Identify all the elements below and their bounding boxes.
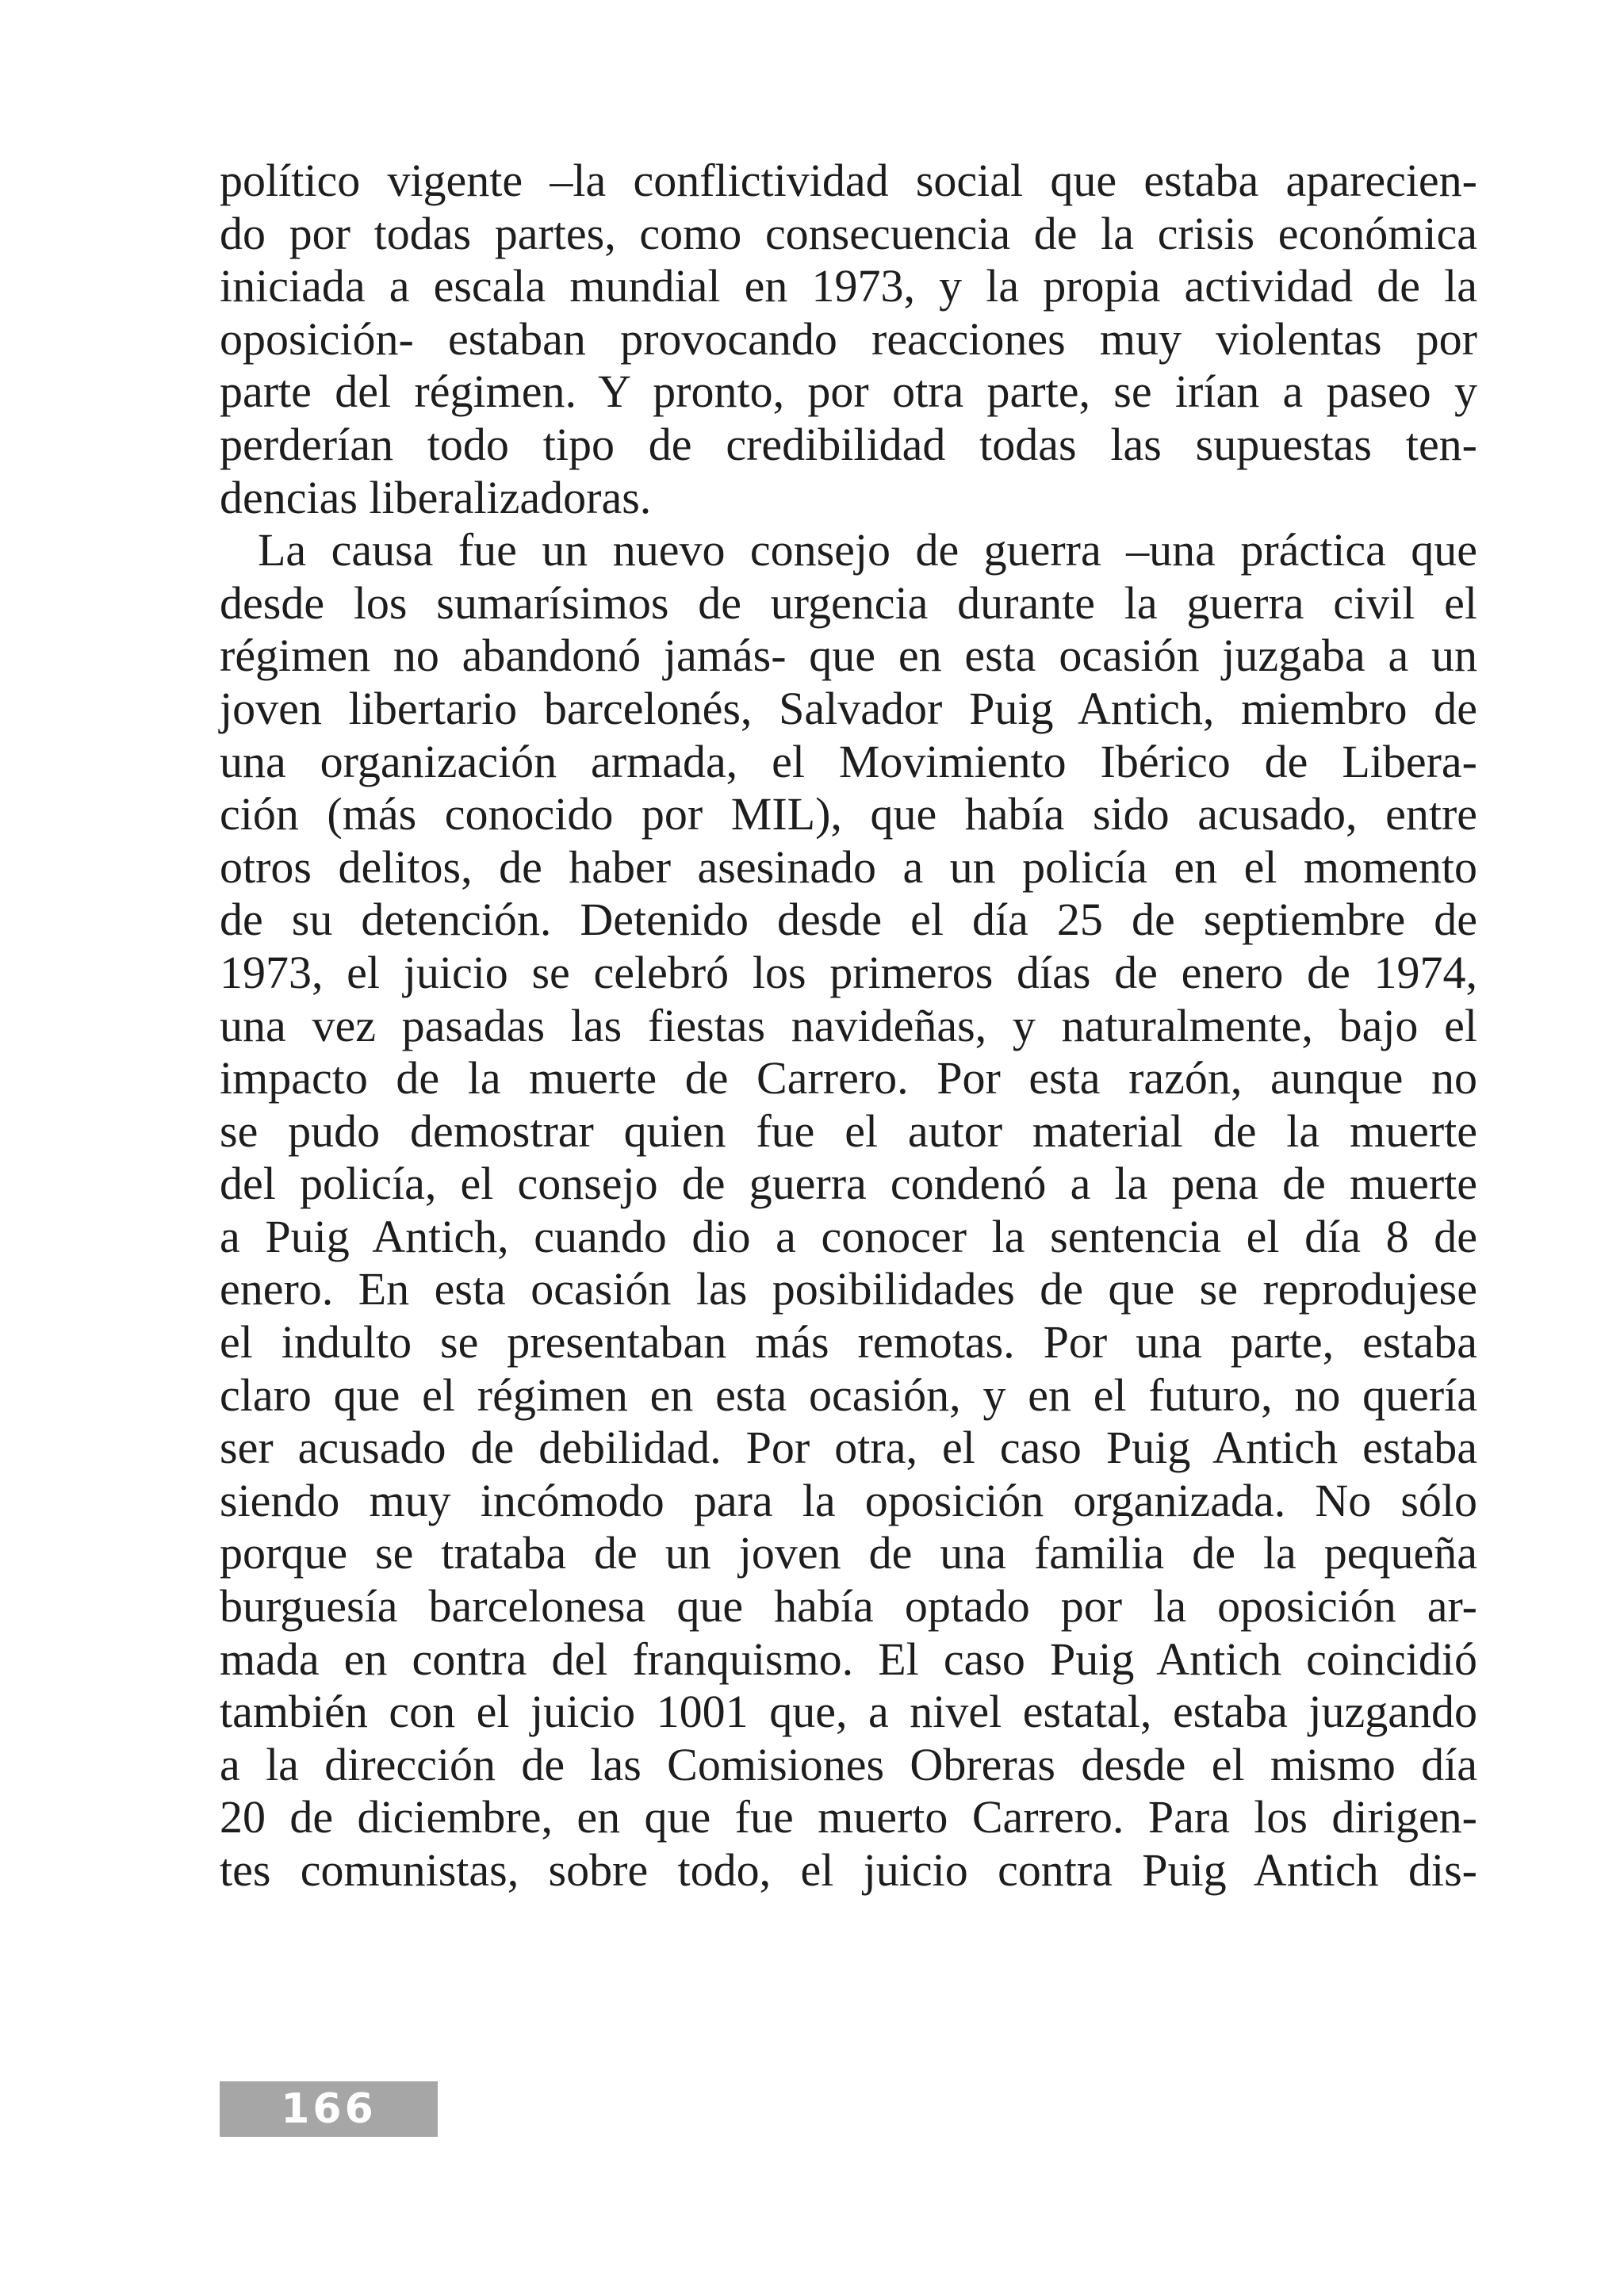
text-line: régimen no abandonó jamás- que en esta ocasión juzgaba a un	[220, 630, 1477, 682]
text-line: también con el juicio 1001 que, a nivel estatal, estaba juzgando	[220, 1686, 1477, 1738]
text-line: desde los sumarísimos de urgencia durante la guerra civil el	[220, 576, 1477, 629]
page-number: 166	[281, 2085, 377, 2133]
text-line: del policía, el consejo de guerra condenó a la pena de muerte	[220, 1158, 1477, 1210]
text-line: una vez pasadas las fiestas navideñas, y naturalmente, bajo el	[220, 999, 1477, 1051]
text-line: impacto de la muerte de Carrero. Por esta razón, aunque no	[220, 1052, 1477, 1104]
text-line: 20 de diciembre, en que fue muerto Carrero. Para los dirigen-	[220, 1791, 1477, 1843]
text-line: mada en contra del franquismo. El caso Puig Antich coincidió	[220, 1633, 1477, 1685]
text-line: oposición- estaban provocando reacciones muy violentas por	[220, 312, 1477, 365]
text-line: joven libertario barcelonés, Salvador Puig Antich, miembro de	[220, 682, 1477, 734]
paragraph-1	[220, 155, 1477, 524]
text-line: do por todas partes, como consecuencia de la crisis económica	[220, 207, 1477, 259]
text-line: claro que el régimen en esta ocasión, y en el futuro, no quería	[220, 1369, 1477, 1421]
text-line: a la dirección de las Comisiones Obreras desde el mismo día	[220, 1738, 1477, 1790]
text-line: siendo muy incómodo para la oposición organizada. No sólo	[220, 1474, 1477, 1526]
text-line: burguesía barcelonesa que había optado por la oposición ar-	[220, 1580, 1477, 1633]
body-text	[220, 155, 1477, 1897]
text-line: dencias liberalizadoras.	[220, 471, 652, 523]
text-line: ción (más conocido por MIL), que había sido acusado, entre	[220, 788, 1477, 840]
text-line: de su detención. Detenido desde el día 25 de septiembre de	[220, 894, 1477, 946]
text-line: otros delitos, de haber asesinado a un policía en el momento	[220, 840, 1477, 893]
text-line: una organización armada, el Movimiento Ibérico de Libera-	[220, 735, 1477, 787]
page-number-bar	[220, 2081, 438, 2137]
text-line: porque se trataba de un joven de una familia de la pequeña	[220, 1527, 1477, 1579]
text-line: ser acusado de debilidad. Por otra, el caso Puig Antich estaba	[220, 1422, 1477, 1474]
text-line: perderían todo tipo de credibilidad todas las supuestas ten-	[220, 418, 1477, 470]
text-line: iniciada a escala mundial en 1973, y la propia actividad de la	[220, 260, 1477, 312]
text-line: 1973, el juicio se celebró los primeros días de enero de 1974,	[220, 946, 1477, 998]
text-line: enero. En esta ocasión las posibilidades de que se reprodujese	[220, 1263, 1477, 1315]
text-line: parte del régimen. Y pronto, por otra parte, se irían a paseo y	[220, 366, 1477, 418]
text-line: se pudo demostrar quien fue el autor material de la muerte	[220, 1104, 1477, 1157]
text-line: tes comunistas, sobre todo, el juicio contra Puig Antich dis-	[220, 1844, 1477, 1896]
text-line: político vigente –la conflictividad social que estaba aparecien-	[220, 155, 1477, 206]
text-line: a Puig Antich, cuando dio a conocer la sentencia el día 8 de	[220, 1210, 1477, 1262]
text-line: el indulto se presentaban más remotas. Por una parte, estaba	[220, 1316, 1477, 1369]
paragraph-2	[220, 524, 1477, 1897]
text-line: La causa fue un nuevo consejo de guerra –una práctica que	[258, 524, 1477, 576]
